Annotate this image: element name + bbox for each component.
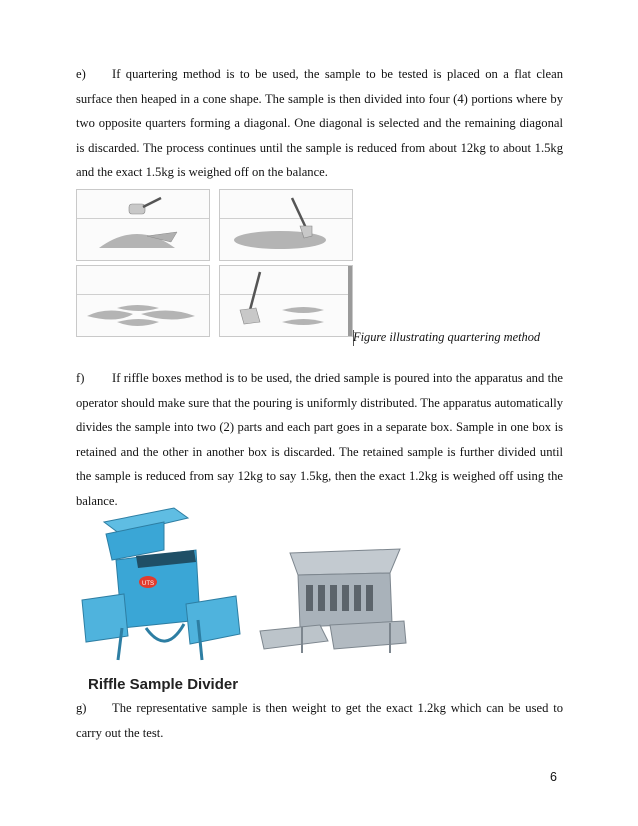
paragraph-e (76, 62, 563, 185)
paragraph-g (76, 696, 563, 745)
list-marker-f: f) (76, 371, 85, 385)
riffle-sample-divider-label: Riffle Sample Divider (88, 676, 239, 693)
page-number: 6 (550, 770, 557, 784)
quartering-panel-quarters (76, 265, 210, 337)
quartering-panel-discard (219, 265, 353, 337)
discard-quarters-illustration (220, 266, 352, 336)
list-marker-e: e) (76, 67, 86, 81)
paragraph-g-text: The representative sample is then weight to get the exact 1.2kg which can be used to carry out the test. (76, 701, 563, 740)
paragraph-e-text: If quartering method is to be used, the sample to be tested is placed on a flat clean surface then heaped in a cone shape. The sample is then divided into four (4) portions where by two opposite quarters forming a diagonal. One diagonal is selected and the remaining diagonal is discarded. The process continues until the sample is reduced from about 12kg to about 1.5kg and the exact 1.5kg is weighed off on the balance. (76, 67, 563, 180)
four-quarters-illustration (77, 266, 209, 336)
list-marker-g: g) (76, 701, 87, 715)
paragraph-f (76, 366, 563, 514)
flattened-heap-illustration (220, 190, 352, 260)
quartering-panel-cone (76, 189, 210, 261)
riffle-divider-blue-image (76, 500, 246, 670)
riffle-badge: UTS (142, 581, 154, 587)
cone-heap-illustration (77, 190, 209, 260)
riffle-divider-grey-image (250, 545, 410, 660)
figure-caption: Figure illustrating quartering method (353, 330, 541, 344)
paragraph-f-text: If riffle boxes method is to be used, the dried sample is poured into the apparatus and the operator should make sure that the pouring is uniformly distributed. The apparatus automatically divides the sample into two (2) parts and each part goes in a separate box. Sample in one box is retained and the other in another box is discarded. The retained sample is further divided until the sample is reduced from say 12kg to say 1.5kg, then the exact 1.2kg is weighed off using the balance. (76, 371, 563, 508)
quartering-panel-flatten (219, 189, 353, 261)
